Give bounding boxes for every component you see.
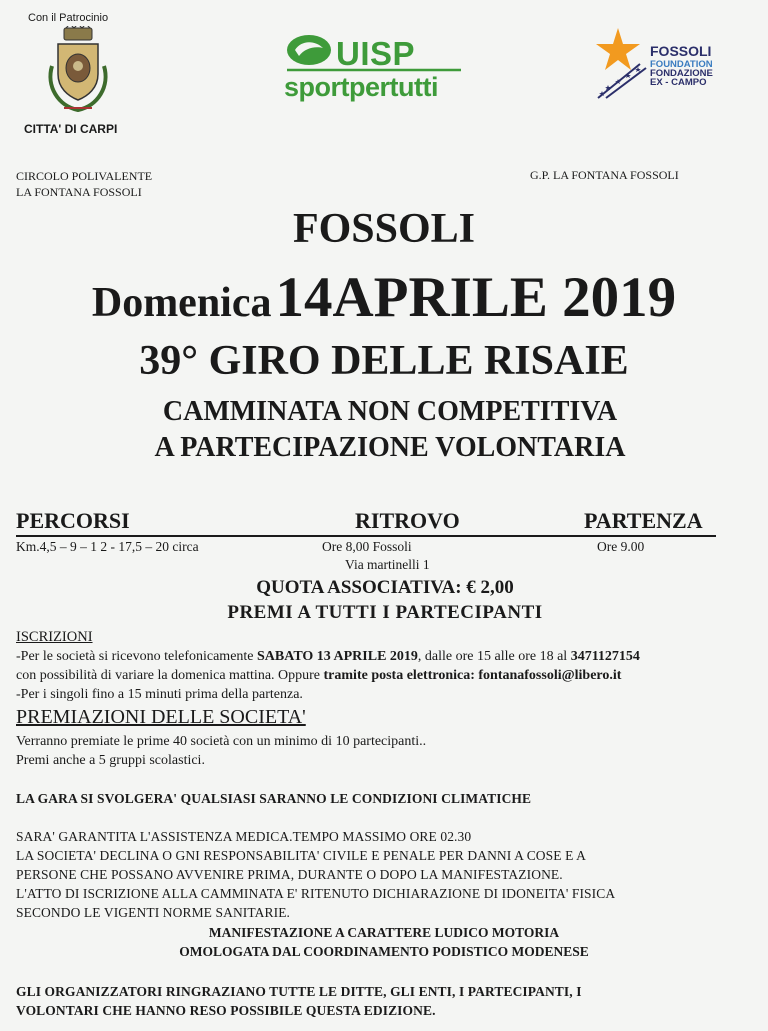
iscrizioni-l2-email: tramite posta elettronica: fontanafossoli@libero.it (323, 668, 622, 683)
iscrizioni-l2-a: con possibilità di variare la domenica mattina. Oppure (16, 668, 324, 683)
circolo-line-1: CIRCOLO POLIVALENTE (16, 169, 153, 183)
iscrizioni-heading: ISCRIZIONI (16, 629, 93, 645)
partenza-heading: PARTENZA (584, 508, 703, 533)
note-line-3: PERSONE CHE POSSANO AVVENIRE PRIMA, DURANTE O DOPO LA MANIFESTAZIONE. (16, 867, 563, 882)
gp-organizer: G.P. LA FONTANA FOSSOLI (530, 168, 679, 182)
title-date-value: 14APRILE 2019 (275, 266, 677, 329)
fossoli-foundation-subtitle (650, 60, 713, 87)
ritrovo-address: Via martinelli 1 (345, 557, 430, 572)
circolo-organizer (16, 168, 152, 200)
title-date (0, 265, 768, 330)
note-line-1: SARA' GARANTITA L'ASSISTENZA MEDICA.TEMPO MASSIMO ORE 02.30 (16, 829, 472, 844)
patrocinio-text: Con il Patrocinio (28, 12, 109, 24)
iscrizioni-l1-date: SABATO 13 APRILE 2019 (257, 649, 418, 664)
manifestazione-line-2: OMOLOGATA DAL COORDINAMENTO PODISTICO MODENESE (179, 944, 589, 959)
thanks-line-1: GLI ORGANIZZATORI RINGRAZIANO TUTTE LE DITTE, GLI ENTI, I PARTECIPANTI, I (16, 984, 582, 999)
fossoli-sub-excampo: EX - CAMPO (650, 77, 707, 88)
carpi-coat-of-arms-icon (44, 26, 112, 116)
fossoli-foundation-name: FOSSOLI (650, 43, 712, 59)
citta-di-carpi-label: CITTA' DI CARPI (24, 122, 118, 136)
circolo-line-2: LA FONTANA FOSSOLI (16, 185, 142, 199)
premiazioni-line-2: Premi anche a 5 gruppi scolastici. (16, 753, 205, 768)
title-place: FOSSOLI (292, 206, 476, 252)
title-subtitle-1: CAMMINATA NON COMPETITIVA (162, 396, 618, 427)
uisp-wordmark: UISP (336, 35, 416, 72)
iscrizioni-l1-a: -Per le società si ricevono telefonicamente (16, 649, 258, 664)
premiazioni-heading: PREMIAZIONI DELLE SOCIETA' (16, 706, 306, 728)
premi-partecipanti: PREMI A TUTTI I PARTECIPANTI (227, 602, 543, 623)
iscrizioni-line-1 (16, 649, 640, 665)
fossoli-foundation-logo-icon (596, 28, 656, 100)
title-event: 39° GIRO DELLE RISAIE (139, 338, 629, 384)
title-subtitle-2: A PARTECIPAZIONE VOLONTARIA (154, 432, 626, 463)
uisp-tagline: sportpertutti (284, 72, 438, 102)
percorsi-value: Km.4,5 – 9 – 1 2 - 17,5 – 20 circa (16, 539, 199, 554)
ritrovo-heading: RITROVO (355, 508, 460, 533)
header-divider (16, 535, 716, 537)
thanks-line-2: VOLONTARI CHE HANNO RESO POSSIBILE QUESTA EDIZIONE. (16, 1003, 436, 1018)
note-line-2: LA SOCIETA' DECLINA O GNI RESPONSABILITA' CIVILE E PENALE PER DANNI A COSE E A (16, 848, 587, 863)
note-line-4: L'ATTO DI ISCRIZIONE ALLA CAMMINATA E' RITENUTO DICHIARAZIONE DI IDONEITA' FISICA (16, 886, 616, 901)
fossoli-sub-fondazione: FONDAZIONE (650, 68, 713, 79)
fossoli-sub-foundation: FOUNDATION (650, 59, 713, 70)
manifestazione-line-1: MANIFESTAZIONE A CARATTERE LUDICO MOTORIA (208, 925, 560, 940)
note-line-5: SECONDO LE VIGENTI NORME SANITARIE. (16, 905, 291, 920)
partenza-value: Ore 9.00 (597, 539, 645, 554)
iscrizioni-line-3: -Per i singoli fino a 15 minuti prima della partenza. (16, 687, 303, 702)
ritrovo-value: Ore 8,00 Fossoli (322, 539, 412, 554)
title-subtitle (0, 394, 768, 466)
iscrizioni-l1-phone: 3471127154 (570, 649, 640, 664)
gara-notice: LA GARA SI SVOLGERA' QUALSIASI SARANNO LE CONDIZIONI CLIMATICHE (16, 791, 532, 806)
iscrizioni-l1-c: , dalle ore 15 alle ore 18 al (417, 649, 571, 664)
percorsi-heading: PERCORSI (16, 508, 130, 533)
premiazioni-line-1: Verranno premiate le prime 40 società con un minimo di 10 partecipanti.. (16, 734, 427, 749)
title-day: Domenica (91, 280, 272, 326)
iscrizioni-line-2 (16, 668, 621, 684)
quota-associativa: QUOTA ASSOCIATIVA: € 2,00 (256, 577, 514, 598)
